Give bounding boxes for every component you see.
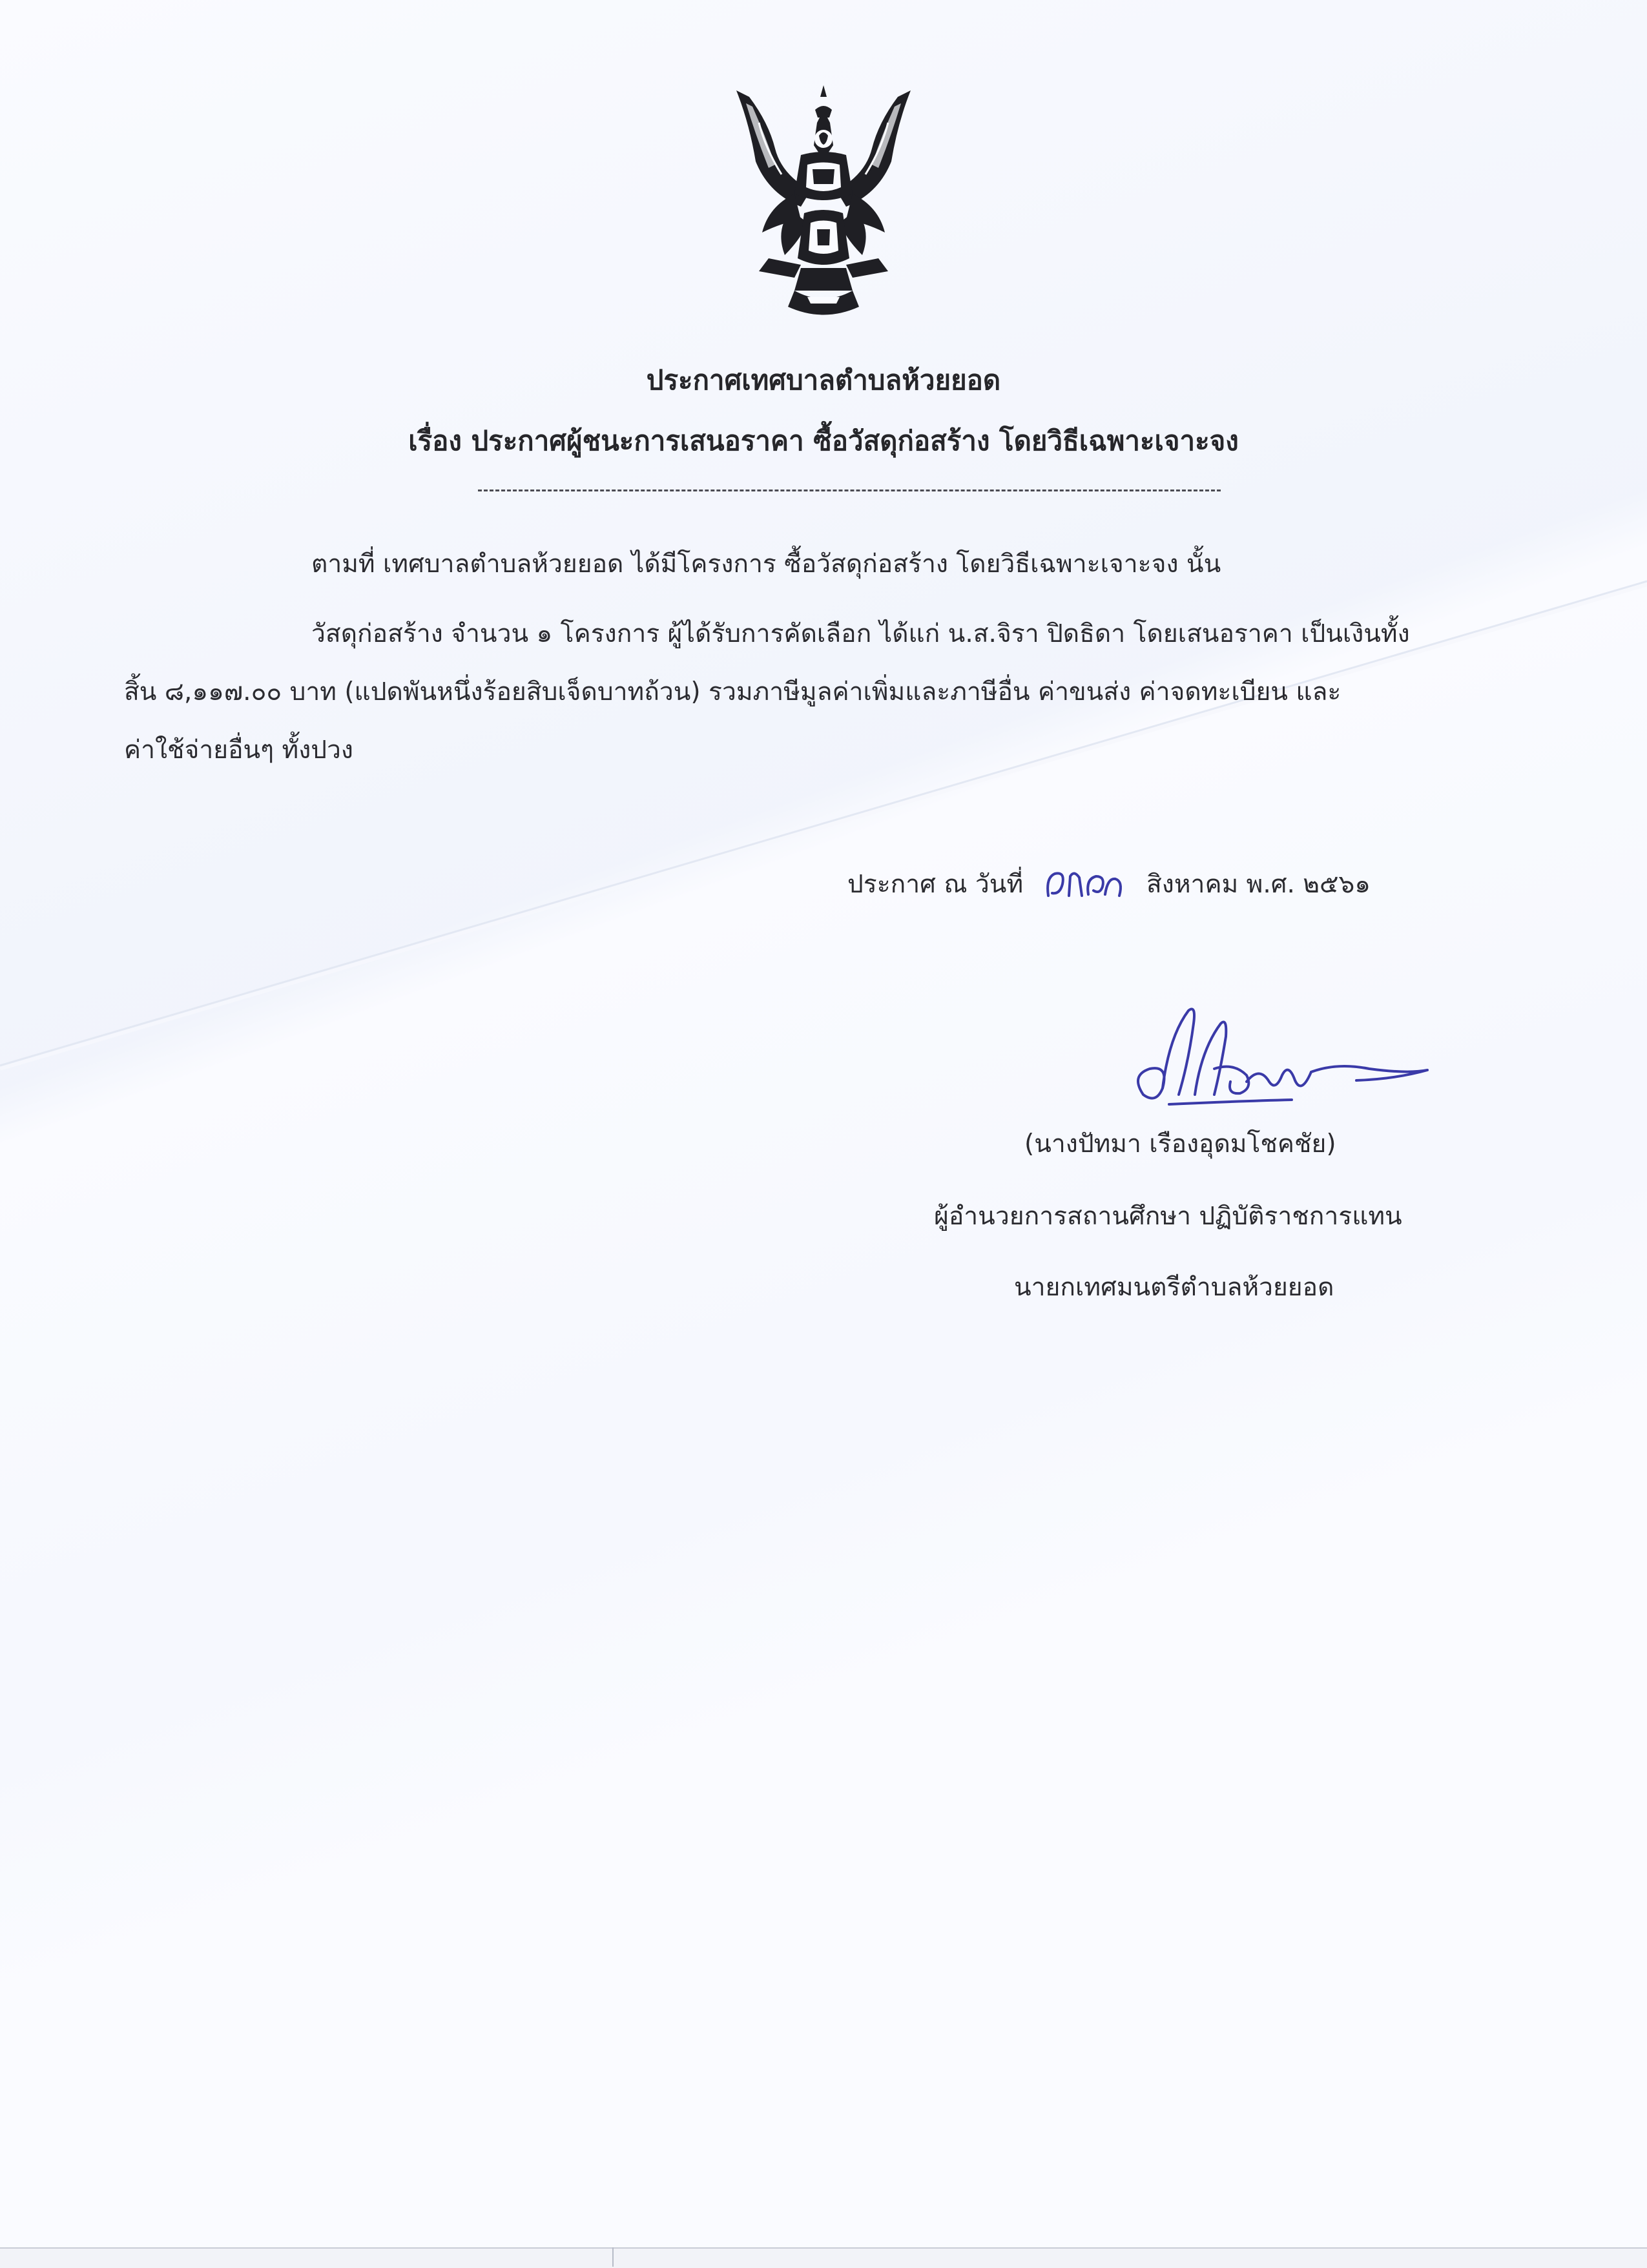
handwritten-day (1043, 865, 1127, 903)
document-title: ประกาศเทศบาลตำบลห้วยยอด (646, 364, 1001, 396)
signature (1124, 998, 1434, 1114)
body-paragraph-2-line-3: ค่าใช้จ่ายอื่นๆ ทั้งปวง (124, 736, 353, 765)
scan-edge-mark (612, 2247, 614, 2267)
body-paragraph-2-line-1: วัสดุก่อสร้าง จำนวน ๑ โครงการ ผู้ได้รับการคัดเลือก ได้แก่ น.ส.จิรา ปิดธิดา โดยเสนอราคา เป็นเงินทั้ง (311, 619, 1410, 648)
signatory-position-line-2: นายกเทศมนตรีตำบลห้วยยอด (1014, 1273, 1334, 1302)
signatory-name: (นางปัทมา เรืองอุดมโชคชัย) (1024, 1129, 1336, 1159)
signatory-position-line-1: ผู้อำนวยการสถานศึกษา ปฏิบัติราชการแทน (934, 1202, 1402, 1231)
garuda-emblem-icon (730, 84, 917, 329)
body-paragraph-1: ตามที่ เทศบาลตำบลห้วยยอด ได้มีโครงการ ซื้อวัสดุก่อสร้าง โดยวิธีเฉพาะเจาะจง นั้น (311, 550, 1221, 579)
announcement-date (847, 864, 1371, 904)
scan-bottom-edge (0, 2247, 1647, 2268)
title-divider (478, 490, 1221, 491)
document-subject: เรื่อง ประกาศผู้ชนะการเสนอราคา ซื้อวัสดุก่อสร้าง โดยวิธีเฉพาะเจาะจง (408, 425, 1239, 457)
body-paragraph-2-line-2: สิ้น ๘,๑๑๗.๐๐ บาท (แปดพันหนึ่งร้อยสิบเจ็ดบาทถ้วน) รวมภาษีมูลค่าเพิ่มและภาษีอื่น ค่าขนส่ง ค่าจดทะเบียน และ (124, 677, 1341, 706)
date-prefix: ประกาศ ณ วันที่ (847, 870, 1024, 899)
date-suffix: สิงหาคม พ.ศ. ๒๕๖๑ (1146, 870, 1371, 899)
